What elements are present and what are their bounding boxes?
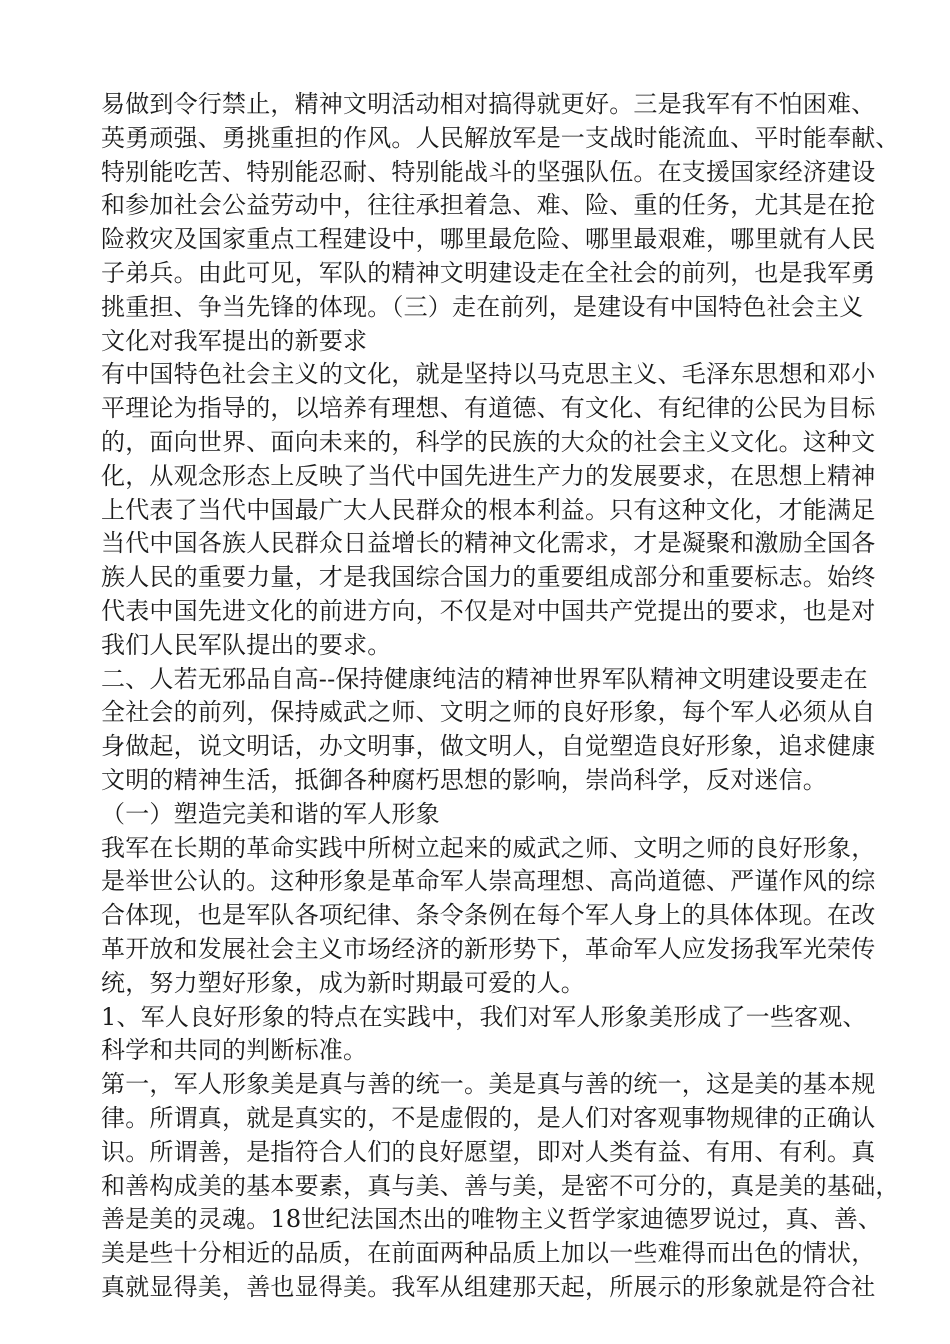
text-line: 易做到令行禁止，精神文明活动相对搞得就更好。三是我军有不怕困难、: [101, 90, 876, 118]
text-line: 子弟兵。由此可见，军队的精神文明建设走在全社会的前列，也是我军勇: [101, 258, 876, 287]
text-line: 族人民的重要力量，才是我国综合国力的重要组成部分和重要标志。始终: [101, 563, 876, 592]
text-line: 身做起，说文明话，办文明事，做文明人，自觉塑造良好形象，追求健康: [101, 732, 876, 761]
text-line: 平理论为指导的，以培养有理想、有道德、有文化、有纪律的公民为目标: [101, 394, 876, 423]
text-line: 险救灾及国家重点工程建设中，哪里最危险、哪里最艰难，哪里就有人民: [101, 225, 876, 254]
text-line: 二、人若无邪品自高--保持健康纯洁的精神世界军队精神文明建设要走在: [101, 664, 868, 693]
text-line: 全社会的前列，保持威武之师、文明之师的良好形象，每个军人必须从自: [101, 698, 876, 727]
text-line: 美是些十分相近的品质，在前面两种品质上加以一些难得而出色的情状，: [101, 1239, 876, 1268]
text-line: 律。所谓真，就是真实的，不是虚假的，是人们对客观事物规律的正确认: [101, 1103, 876, 1132]
text-line: 挑重担、争当先锋的体现。（三）走在前列，是建设有中国特色社会主义: [101, 292, 864, 321]
text-line: 我们人民军队提出的要求。: [101, 630, 392, 659]
text-line: 特别能吃苦、特别能忍耐、特别能战斗的坚强队伍。在支援国家经济建设: [101, 157, 876, 186]
text-line: 我军在长期的革命实践中所树立起来的威武之师、文明之师的良好形象，: [101, 833, 876, 862]
text-line: 革开放和发展社会主义市场经济的新形势下，革命军人应发扬我军光荣传: [101, 934, 876, 963]
text-line: 是举世公认的。这种形象是革命军人崇高理想、高尚道德、严谨作风的综: [101, 867, 876, 896]
text-line: 代表中国先进文化的前进方向，不仅是对中国共产党提出的要求，也是对: [101, 596, 876, 625]
text-line: 的，面向世界、面向未来的，科学的民族的大众的社会主义文化。这种文: [101, 427, 876, 456]
text-line: 和参加社会公益劳动中，往往承担着急、难、险、重的任务，尤其是在抢: [101, 191, 876, 220]
text-line: 真就显得美，善也显得美。我军从组建那天起，所展示的形象就是符合社: [101, 1272, 876, 1301]
text-line: 1、军人良好形象的特点在实践中，我们对军人形象美形成了一些客观、: [101, 1002, 867, 1031]
text-line: 第一，军人形象美是真与善的统一。美是真与善的统一，这是美的基本规: [101, 1070, 876, 1099]
text-line: （一）塑造完美和谐的军人形象: [101, 799, 440, 828]
text-line: 善是美的灵魂。18世纪法国杰出的唯物主义哲学家迪德罗说过，真、善、: [101, 1205, 883, 1234]
text-line: 和善构成美的基本要素，真与美、善与美，是密不可分的，真是美的基础，: [101, 1171, 900, 1200]
text-line: 文化对我军提出的新要求: [101, 326, 368, 355]
text-line: 科学和共同的判断标准。: [101, 1036, 368, 1065]
text-line: 化，从观念形态上反映了当代中国先进生产力的发展要求，在思想上精神: [101, 461, 876, 490]
text-line: 有中国特色社会主义的文化，就是坚持以马克思主义、毛泽东思想和邓小: [101, 360, 876, 389]
text-line: 当代中国各族人民群众日益增长的精神文化需求，才是凝聚和激励全国各: [101, 529, 876, 558]
text-line: 文明的精神生活，抵御各种腐朽思想的影响，崇尚科学，反对迷信。: [101, 765, 827, 794]
text-line: 英勇顽强、勇挑重担的作风。人民解放军是一支战时能流血、平时能奉献、: [101, 123, 900, 152]
text-line: 识。所谓善，是指符合人们的良好愿望，即对人类有益、有用、有利。真: [101, 1137, 876, 1166]
text-line: 统，努力塑好形象，成为新时期最可爱的人。: [101, 968, 585, 997]
text-line: 上代表了当代中国最广大人民群众的根本利益。只有这种文化，才能满足: [101, 495, 876, 524]
text-line: 合体现，也是军队各项纪律、条令条例在每个军人身上的具体体现。在改: [101, 901, 876, 930]
document-body: [101, 88, 900, 1305]
